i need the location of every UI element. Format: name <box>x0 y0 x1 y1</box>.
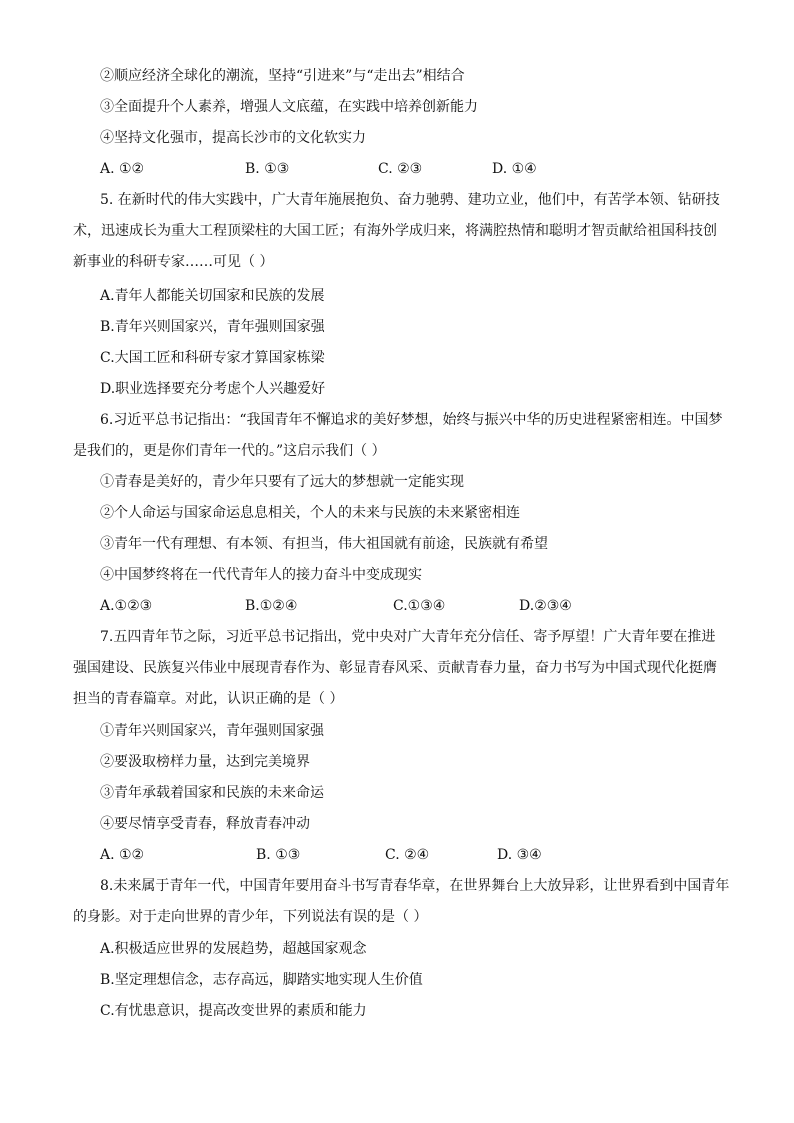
q4-statement-4: ④坚持文化强市，提高长沙市的文化软实力 <box>100 130 366 146</box>
q7-statement-1: ①青年兴则国家兴，青年强则国家强 <box>100 723 324 739</box>
q6-option-a: A.①②③ <box>100 598 153 614</box>
q6-option-b: B.①②④ <box>245 598 298 614</box>
q7-stem-line-3: 担当的青春篇章。对此，认识正确的是（ ） <box>73 691 344 707</box>
q7-option-c: C. ②④ <box>385 847 430 863</box>
q6-stem-line-2: 是我们的，更是你们青年一代的。”这启示我们（ ） <box>73 443 386 459</box>
q6-statement-3: ③青年一代有理想、有本领、有担当，伟大祖国就有前途，民族就有希望 <box>100 536 548 552</box>
q4-option-b: B. ①③ <box>245 161 290 177</box>
q5-option-c: C.大国工匠和科研专家才算国家栋梁 <box>100 350 325 366</box>
q7-option-a: A. ①② <box>100 847 145 863</box>
q5-option-b: B.青年兴则国家兴，青年强则国家强 <box>100 319 325 335</box>
q5-stem-line-2: 术，迅速成长为重大工程顶梁柱的大国工匠；有海外学成归来，将满腔热情和聪明才智贡献给祖国科技创 <box>73 223 717 239</box>
q5-option-d: D.职业选择要充分考虑个人兴趣爱好 <box>100 381 326 397</box>
q7-stem-line-1: 7.五四青年节之际，习近平总书记指出，党中央对广大青年充分信任、寄予厚望！广大青年要在推进 <box>100 629 716 645</box>
q7-statement-3: ③青年承载着国家和民族的未来命运 <box>100 785 324 801</box>
q6-option-d: D.②③④ <box>519 598 572 614</box>
q5-stem-line-1: 5. 在新时代的伟大实践中，广大青年施展抱负、奋力驰骋、建功立业，他们中，有苦学本领、钻研技 <box>100 192 720 208</box>
q6-statement-4: ④中国梦终将在一代代青年人的接力奋斗中变成现实 <box>100 567 422 583</box>
q7-option-d: D. ③④ <box>497 847 542 863</box>
q5-option-a: A.青年人都能关切国家和民族的发展 <box>100 288 325 304</box>
q8-stem-line-2: 的身影。对于走向世界的青少年，下列说法有误的是（ ） <box>73 909 428 925</box>
q5-stem-line-3: 新事业的科研专家……可见（ ） <box>73 254 274 270</box>
q6-statement-2: ②个人命运与国家命运息息相关，个人的未来与民族的未来紧密相连 <box>100 505 520 521</box>
q4-option-a: A. ①② <box>100 161 145 177</box>
q6-stem-line-1: 6.习近平总书记指出：“我国青年不懈追求的美好梦想，始终与振兴中华的历史进程紧密相连。中国梦 <box>100 412 723 428</box>
q4-option-c: C. ②③ <box>378 161 423 177</box>
q7-statement-4: ④要尽情享受青春，释放青春冲动 <box>100 816 310 832</box>
q4-statement-3: ③全面提升个人素养，增强人文底蕴，在实践中培养创新能力 <box>100 99 478 115</box>
q7-stem-line-2: 强国建设、民族复兴伟业中展现青春作为、彰显青春风采、贡献青春力量，奋力书写为中国式现代化挺膺 <box>73 660 717 676</box>
q7-option-b: B. ①③ <box>256 847 301 863</box>
q8-option-a: A.积极适应世界的发展趋势，超越国家观念 <box>100 941 367 957</box>
q4-statement-2: ②顺应经济全球化的潮流，坚持“引进来”与“走出去”相结合 <box>100 68 465 84</box>
q8-option-c: C.有忧患意识，提高改变世界的素质和能力 <box>100 1003 367 1019</box>
q8-option-b: B.坚定理想信念，志存高远，脚踏实地实现人生价值 <box>100 972 423 988</box>
q6-option-c: C.①③④ <box>393 598 446 614</box>
q8-stem-line-1: 8.未来属于青年一代，中国青年要用奋斗书写青春华章，在世界舞台上大放异彩，让世界看到中国青年 <box>100 878 730 894</box>
q7-statement-2: ②要汲取榜样力量，达到完美境界 <box>100 754 310 770</box>
q4-option-d: D. ①④ <box>492 161 537 177</box>
q6-statement-1: ①青春是美好的，青少年只要有了远大的梦想就一定能实现 <box>100 474 464 490</box>
